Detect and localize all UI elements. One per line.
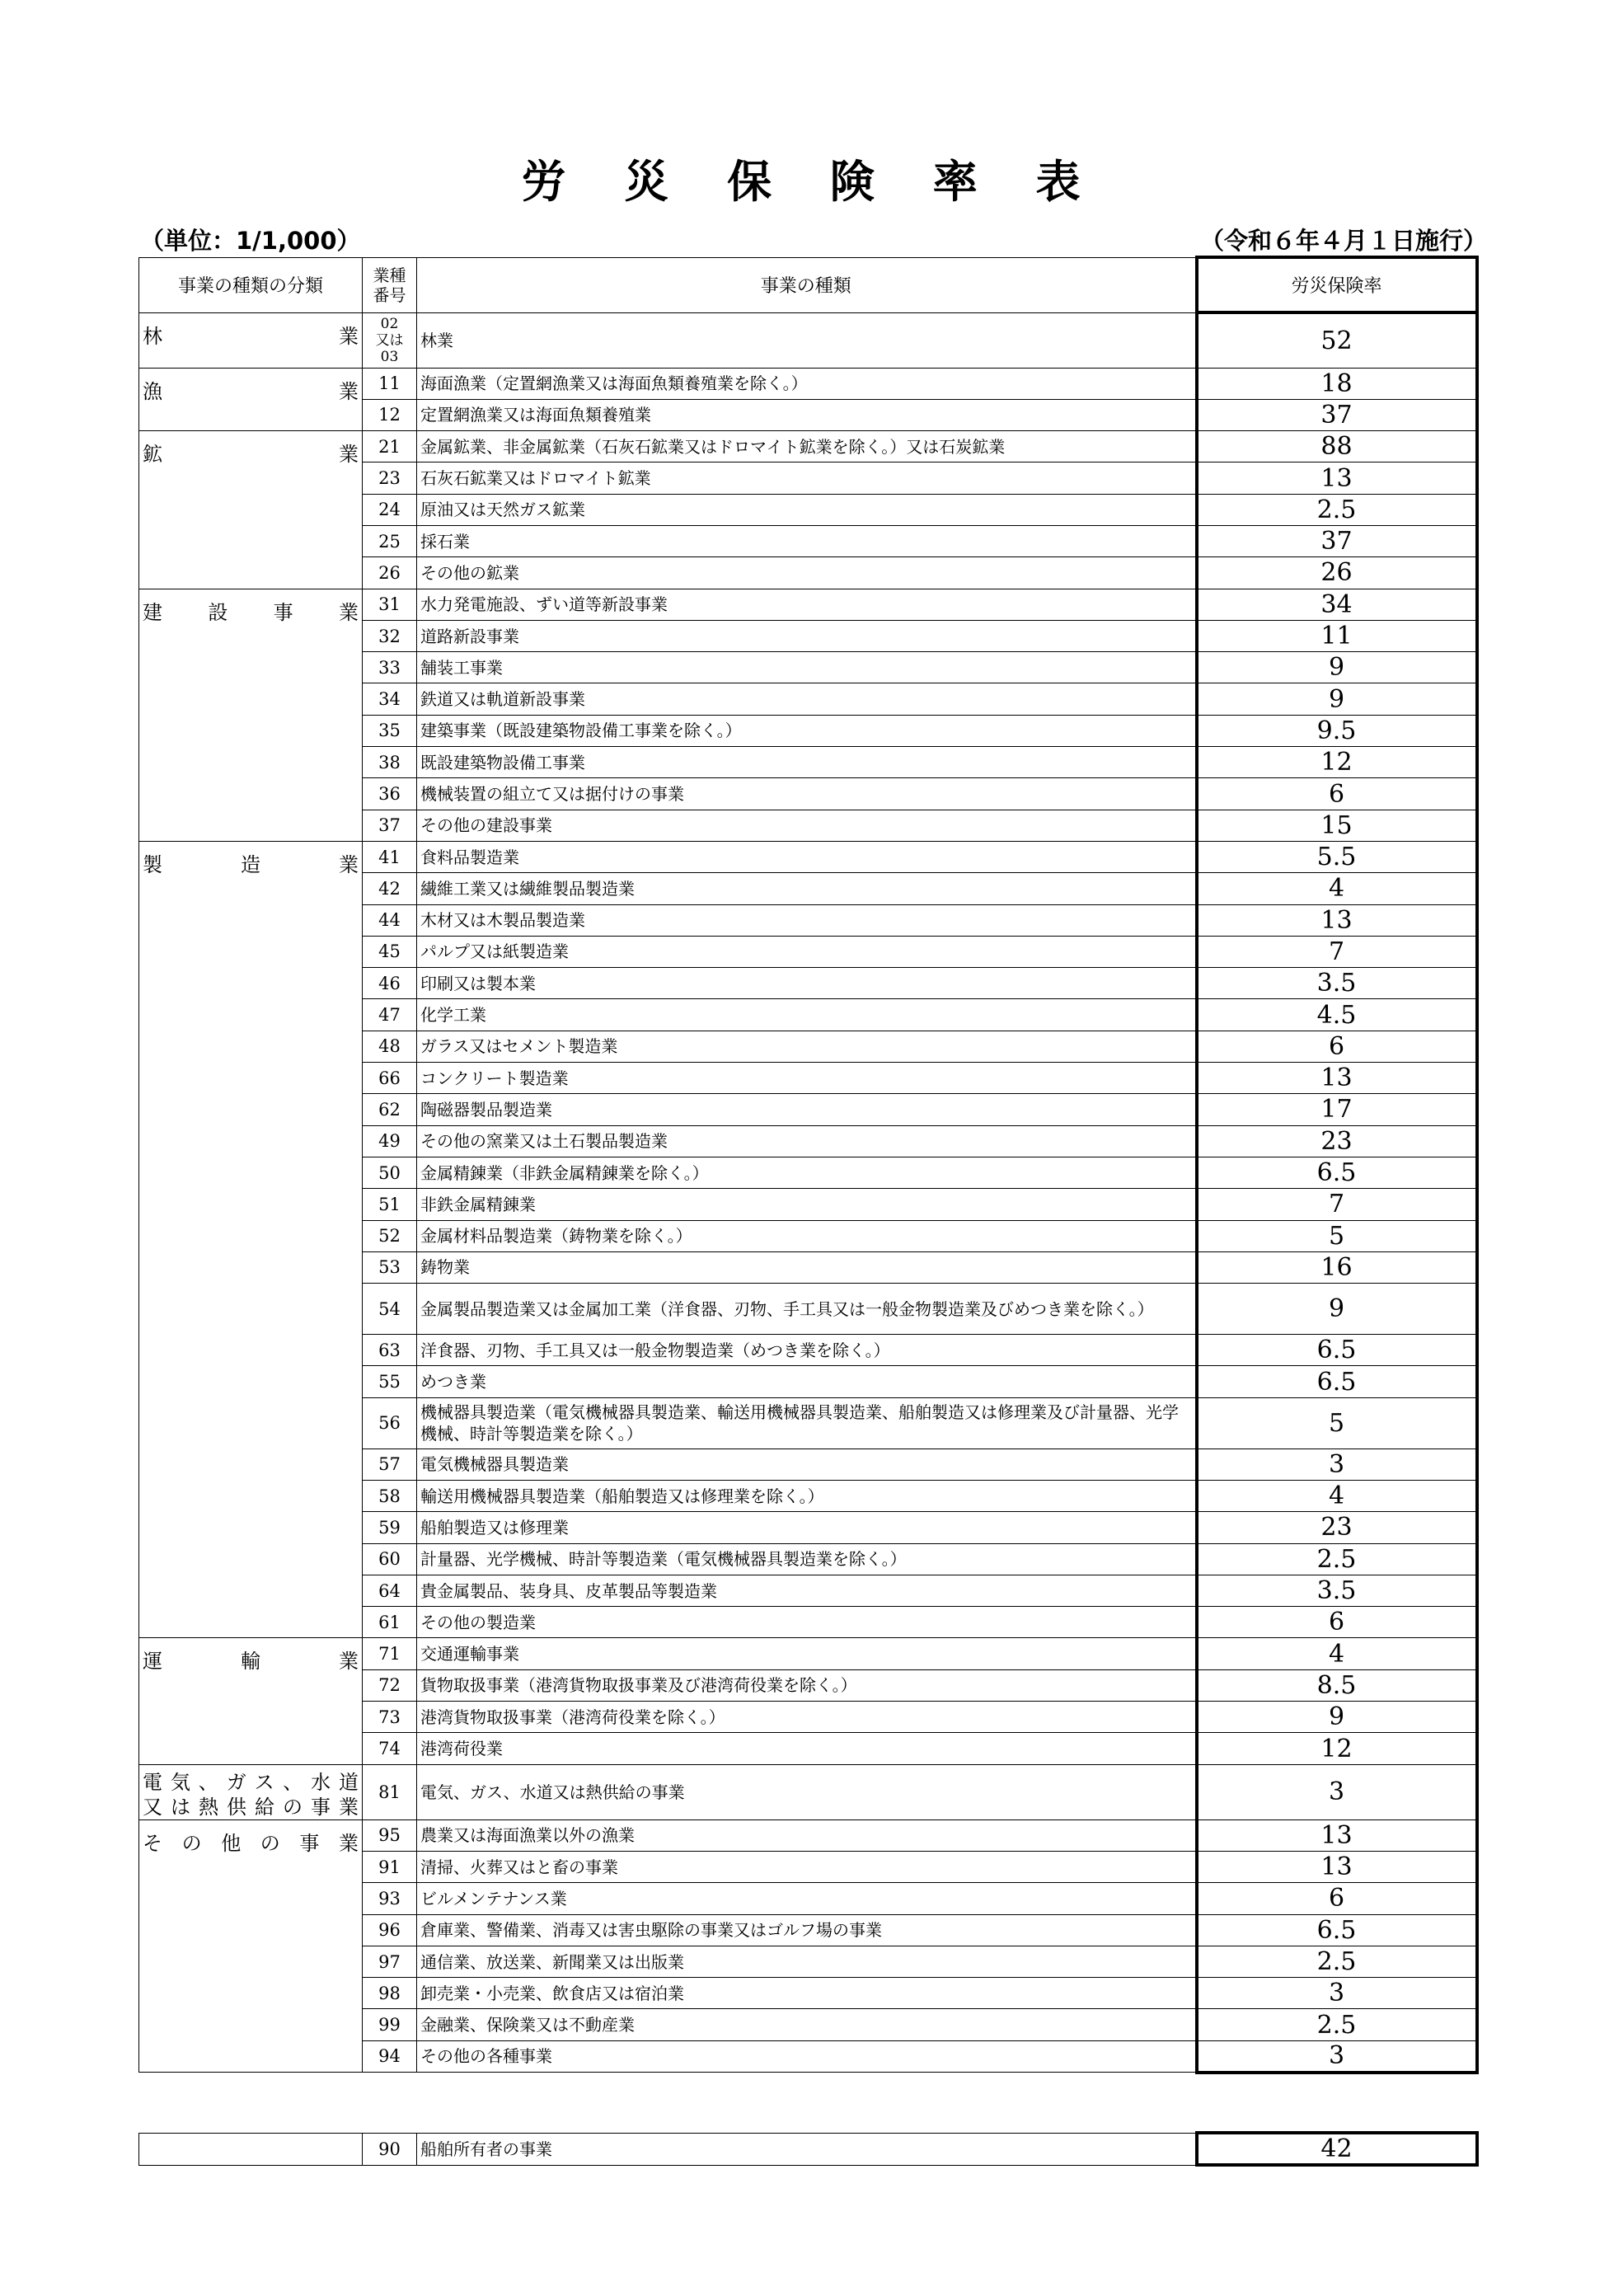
category-label (143, 1645, 359, 1674)
industry-name: 電気機械器具製造業 (417, 1448, 1197, 1480)
insurance-rate: 11 (1197, 620, 1477, 651)
industry-code: 02 又は 03 (363, 312, 417, 368)
category-label (143, 1770, 359, 1819)
industry-name: 海面漁業（定置網漁業又は海面魚類養殖業を除く。） (417, 368, 1197, 399)
industry-code: 61 (363, 1607, 417, 1638)
category-label-char: 他 (221, 1831, 242, 1855)
industry-code: 34 (363, 683, 417, 715)
industry-name: その他の窯業又は土石製品製造業 (417, 1125, 1197, 1157)
insurance-rate: 12 (1197, 1733, 1477, 1764)
industry-code: 11 (363, 368, 417, 399)
industry-name: 港湾貨物取扱事業（港湾荷役業を除く。） (417, 1702, 1197, 1733)
industry-name: 計量器、光学機械、時計等製造業（電気機械器具製造業を除く。） (417, 1543, 1197, 1575)
industry-code: 38 (363, 747, 417, 778)
category-label-line: 又は熱供給の事業 (143, 1795, 359, 1819)
category-label-char: 設 (208, 600, 228, 624)
table-row (139, 1764, 1477, 1819)
industry-code: 63 (363, 1335, 417, 1366)
extra-code: 90 (363, 2133, 417, 2165)
industry-code: 41 (363, 841, 417, 872)
insurance-rate: 88 (1197, 431, 1477, 462)
insurance-rate: 17 (1197, 1094, 1477, 1125)
insurance-rate: 6.5 (1197, 1914, 1477, 1946)
industry-code: 64 (363, 1575, 417, 1606)
insurance-rate: 23 (1197, 1512, 1477, 1543)
industry-name: 建築事業（既設建築物設備工事業を除く。） (417, 715, 1197, 746)
category-label-char: 業 (338, 1831, 359, 1855)
industry-name: 輸送用機械器具製造業（船舶製造又は修理業を除く。） (417, 1481, 1197, 1512)
effective-date: （令和６年４月１日施行） (1199, 227, 1487, 255)
industry-code: 33 (363, 652, 417, 683)
category-cell (139, 841, 363, 1638)
category-cell (139, 1764, 363, 1819)
category-label-char: 事 (299, 1831, 320, 1855)
industry-code: 51 (363, 1189, 417, 1220)
category-cell (139, 1638, 363, 1764)
insurance-rate: 6.5 (1197, 1335, 1477, 1366)
insurance-rate: 5 (1197, 1220, 1477, 1251)
insurance-rate: 4 (1197, 1638, 1477, 1669)
insurance-rate: 34 (1197, 589, 1477, 620)
table-row (139, 312, 1477, 368)
industry-code: 56 (363, 1397, 417, 1448)
insurance-rate: 8.5 (1197, 1669, 1477, 1701)
insurance-rate: 6.5 (1197, 1366, 1477, 1397)
industry-code: 95 (363, 1819, 417, 1851)
industry-code: 32 (363, 620, 417, 651)
industry-name: 繊維工業又は繊維製品製造業 (417, 873, 1197, 904)
insurance-rate: 4.5 (1197, 999, 1477, 1031)
insurance-rate: 18 (1197, 368, 1477, 399)
insurance-rate: 3.5 (1197, 1575, 1477, 1606)
category-label-char: の (181, 1831, 202, 1855)
extra-rate: 42 (1197, 2133, 1477, 2165)
table-row (139, 2133, 1477, 2165)
insurance-rate: 37 (1197, 399, 1477, 430)
rate-table-body (139, 312, 1477, 2073)
industry-name: 港湾荷役業 (417, 1733, 1197, 1764)
insurance-rate: 13 (1197, 462, 1477, 494)
industry-name: 交通運輸事業 (417, 1638, 1197, 1669)
industry-code: 99 (363, 2009, 417, 2040)
insurance-rate: 37 (1197, 525, 1477, 556)
industry-name: 定置網漁業又は海面魚類養殖業 (417, 399, 1197, 430)
shipowner-table (138, 2131, 1479, 2167)
industry-name: 非鉄金属精錬業 (417, 1189, 1197, 1220)
category-label (143, 1827, 359, 1856)
industry-name: 貨物取扱事業（港湾貨物取扱事業及び港湾荷役業を除く。） (417, 1669, 1197, 1701)
unit-note: （単位：1/1,000） (140, 227, 361, 255)
insurance-rate: 3 (1197, 2040, 1477, 2072)
insurance-rate: 2.5 (1197, 494, 1477, 525)
industry-name: 石灰石鉱業又はドロマイト鉱業 (417, 462, 1197, 494)
category-label-char: 建 (143, 600, 162, 624)
insurance-rate: 9 (1197, 652, 1477, 683)
insurance-rate: 6 (1197, 1031, 1477, 1062)
industry-code: 58 (363, 1481, 417, 1512)
category-label-char: 業 (339, 443, 359, 467)
category-label-char: 業 (339, 379, 359, 403)
insurance-rate: 13 (1197, 904, 1477, 936)
header-code: 業種 番号 (363, 257, 417, 312)
insurance-rate: 13 (1197, 1819, 1477, 1851)
category-label (143, 438, 359, 467)
industry-code: 55 (363, 1366, 417, 1397)
industry-code: 97 (363, 1946, 417, 1977)
category-cell (139, 1819, 363, 2072)
category-label (143, 320, 359, 349)
category-label-char: 造 (241, 852, 260, 876)
page-title: 労 災 保 険 率 表 (521, 156, 1102, 208)
category-label-char: 事 (273, 600, 293, 624)
industry-code: 71 (363, 1638, 417, 1669)
insurance-rate: 15 (1197, 810, 1477, 841)
industry-name: 舗装工事業 (417, 652, 1197, 683)
header-category: 事業の種類の分類 (139, 257, 363, 312)
rate-table (138, 256, 1479, 2074)
industry-name: 金属製品製造業又は金属加工業（洋食器、刃物、手工具又は一般金物製造業及びめつき業を除く。） (417, 1284, 1197, 1335)
industry-name: 清掃、火葬又はと畜の事業 (417, 1851, 1197, 1882)
table-row (139, 1638, 1477, 1669)
category-label-line: 電気、ガス、水道 (143, 1770, 359, 1794)
insurance-rate: 2.5 (1197, 1543, 1477, 1575)
insurance-rate: 4 (1197, 1481, 1477, 1512)
industry-name: 採石業 (417, 525, 1197, 556)
industry-code: 49 (363, 1125, 417, 1157)
category-label (143, 596, 359, 625)
insurance-rate: 2.5 (1197, 2009, 1477, 2040)
header-name: 事業の種類 (417, 257, 1197, 312)
industry-name: その他の建設事業 (417, 810, 1197, 841)
industry-code: 26 (363, 557, 417, 589)
insurance-rate: 9.5 (1197, 715, 1477, 746)
insurance-rate: 13 (1197, 1851, 1477, 1882)
industry-code: 60 (363, 1543, 417, 1575)
industry-name: 金融業、保険業又は不動産業 (417, 2009, 1197, 2040)
header-rate: 労災保険率 (1197, 257, 1477, 312)
industry-name: その他の各種事業 (417, 2040, 1197, 2072)
insurance-rate: 6 (1197, 1883, 1477, 1914)
industry-name: 機械装置の組立て又は据付けの事業 (417, 778, 1197, 810)
industry-name: 鋳物業 (417, 1251, 1197, 1283)
insurance-rate: 9 (1197, 683, 1477, 715)
category-label-char: 運 (143, 1650, 162, 1674)
industry-code: 46 (363, 968, 417, 999)
industry-code: 73 (363, 1702, 417, 1733)
industry-code: 52 (363, 1220, 417, 1251)
industry-name: 洋食器、刃物、手工具又は一般金物製造業（めつき業を除く。） (417, 1335, 1197, 1366)
insurance-rate: 13 (1197, 1063, 1477, 1094)
industry-code: 12 (363, 399, 417, 430)
table-row (139, 841, 1477, 872)
industry-code: 48 (363, 1031, 417, 1062)
insurance-rate: 3.5 (1197, 968, 1477, 999)
industry-name: 電気、ガス、水道又は熱供給の事業 (417, 1764, 1197, 1819)
industry-code: 25 (363, 525, 417, 556)
industry-code: 53 (363, 1251, 417, 1283)
industry-code: 24 (363, 494, 417, 525)
category-label-char: 漁 (143, 379, 162, 403)
table-row (139, 368, 1477, 399)
industry-name: 金属鉱業、非金属鉱業（石灰石鉱業又はドロマイト鉱業を除く。）又は石炭鉱業 (417, 431, 1197, 462)
category-cell (139, 312, 363, 368)
insurance-rate: 2.5 (1197, 1946, 1477, 1977)
industry-name: その他の製造業 (417, 1607, 1197, 1638)
industry-code: 66 (363, 1063, 417, 1094)
industry-code: 96 (363, 1914, 417, 1946)
industry-name: ガラス又はセメント製造業 (417, 1031, 1197, 1062)
insurance-rate: 3 (1197, 1448, 1477, 1480)
insurance-rate: 9 (1197, 1702, 1477, 1733)
industry-code: 91 (363, 1851, 417, 1882)
industry-name: コンクリート製造業 (417, 1063, 1197, 1094)
insurance-rate: 26 (1197, 557, 1477, 589)
industry-code: 36 (363, 778, 417, 810)
industry-name: 卸売業・小売業、飲食店又は宿泊業 (417, 1978, 1197, 2009)
category-label-char: 鉱 (143, 443, 162, 467)
industry-code: 50 (363, 1157, 417, 1188)
industry-name: 林業 (417, 312, 1197, 368)
category-label (143, 375, 359, 404)
insurance-rate: 9 (1197, 1284, 1477, 1335)
table-row (139, 1819, 1477, 1851)
category-label-char: 製 (143, 852, 162, 876)
industry-code: 37 (363, 810, 417, 841)
category-label-char: 業 (338, 600, 359, 624)
insurance-rate: 52 (1197, 312, 1477, 368)
industry-code: 59 (363, 1512, 417, 1543)
table-row (139, 589, 1477, 620)
category-label-char: 業 (339, 852, 359, 876)
industry-code: 42 (363, 873, 417, 904)
industry-name: 貴金属製品、装身具、皮革製品等製造業 (417, 1575, 1197, 1606)
industry-code: 31 (363, 589, 417, 620)
insurance-rate: 5.5 (1197, 841, 1477, 872)
category-label-char: 輸 (241, 1650, 260, 1674)
industry-code: 54 (363, 1284, 417, 1335)
category-label-char: 業 (339, 324, 359, 348)
category-cell (139, 431, 363, 589)
industry-name: 鉄道又は軌道新設事業 (417, 683, 1197, 715)
industry-name: 木材又は木製品製造業 (417, 904, 1197, 936)
industry-code: 23 (363, 462, 417, 494)
industry-name: 金属精錬業（非鉄金属精錬業を除く。） (417, 1157, 1197, 1188)
industry-name: 原油又は天然ガス鉱業 (417, 494, 1197, 525)
category-label-char: の (260, 1831, 280, 1855)
industry-name: ビルメンテナンス業 (417, 1883, 1197, 1914)
insurance-rate: 3 (1197, 1764, 1477, 1819)
industry-name: 印刷又は製本業 (417, 968, 1197, 999)
industry-code: 93 (363, 1883, 417, 1914)
category-label-char: 林 (143, 324, 162, 348)
category-label-char: 業 (339, 1650, 359, 1674)
insurance-rate: 5 (1197, 1397, 1477, 1448)
industry-name: 既設建築物設備工事業 (417, 747, 1197, 778)
industry-code: 47 (363, 999, 417, 1031)
table-row (139, 431, 1477, 462)
industry-code: 98 (363, 1978, 417, 2009)
category-label-char: そ (143, 1831, 162, 1855)
industry-code: 81 (363, 1764, 417, 1819)
industry-name: 化学工業 (417, 999, 1197, 1031)
industry-name: 船舶製造又は修理業 (417, 1512, 1197, 1543)
industry-name: 金属材料品製造業（鋳物業を除く。） (417, 1220, 1197, 1251)
category-cell (139, 368, 363, 431)
insurance-rate: 12 (1197, 747, 1477, 778)
extra-name: 船舶所有者の事業 (417, 2133, 1197, 2165)
industry-name: 陶磁器製品製造業 (417, 1094, 1197, 1125)
industry-code: 72 (363, 1669, 417, 1701)
insurance-rate: 16 (1197, 1251, 1477, 1283)
extra-category-cell (139, 2133, 363, 2165)
industry-name: 食料品製造業 (417, 841, 1197, 872)
insurance-rate: 7 (1197, 936, 1477, 967)
industry-name: パルプ又は紙製造業 (417, 936, 1197, 967)
industry-code: 45 (363, 936, 417, 967)
category-label (143, 848, 359, 877)
industry-code: 74 (363, 1733, 417, 1764)
insurance-rate: 7 (1197, 1189, 1477, 1220)
insurance-rate: 3 (1197, 1978, 1477, 2009)
industry-code: 21 (363, 431, 417, 462)
industry-name: 倉庫業、警備業、消毒又は害虫駆除の事業又はゴルフ場の事業 (417, 1914, 1197, 1946)
industry-code: 62 (363, 1094, 417, 1125)
industry-name: 道路新設事業 (417, 620, 1197, 651)
industry-code: 57 (363, 1448, 417, 1480)
insurance-rate: 23 (1197, 1125, 1477, 1157)
industry-name: めつき業 (417, 1366, 1197, 1397)
industry-name: その他の鉱業 (417, 557, 1197, 589)
insurance-rate: 6 (1197, 1607, 1477, 1638)
category-cell (139, 589, 363, 841)
industry-code: 35 (363, 715, 417, 746)
industry-name: 機械器具製造業（電気機械器具製造業、輸送用機械器具製造業、船舶製造又は修理業及び計量器、光学機械、時計等製造業を除く。） (417, 1397, 1197, 1448)
insurance-rate: 6 (1197, 778, 1477, 810)
industry-name: 水力発電施設、ずい道等新設事業 (417, 589, 1197, 620)
industry-name: 通信業、放送業、新聞業又は出版業 (417, 1946, 1197, 1977)
industry-name: 農業又は海面漁業以外の漁業 (417, 1819, 1197, 1851)
insurance-rate: 6.5 (1197, 1157, 1477, 1188)
industry-code: 44 (363, 904, 417, 936)
industry-code: 94 (363, 2040, 417, 2072)
insurance-rate: 4 (1197, 873, 1477, 904)
